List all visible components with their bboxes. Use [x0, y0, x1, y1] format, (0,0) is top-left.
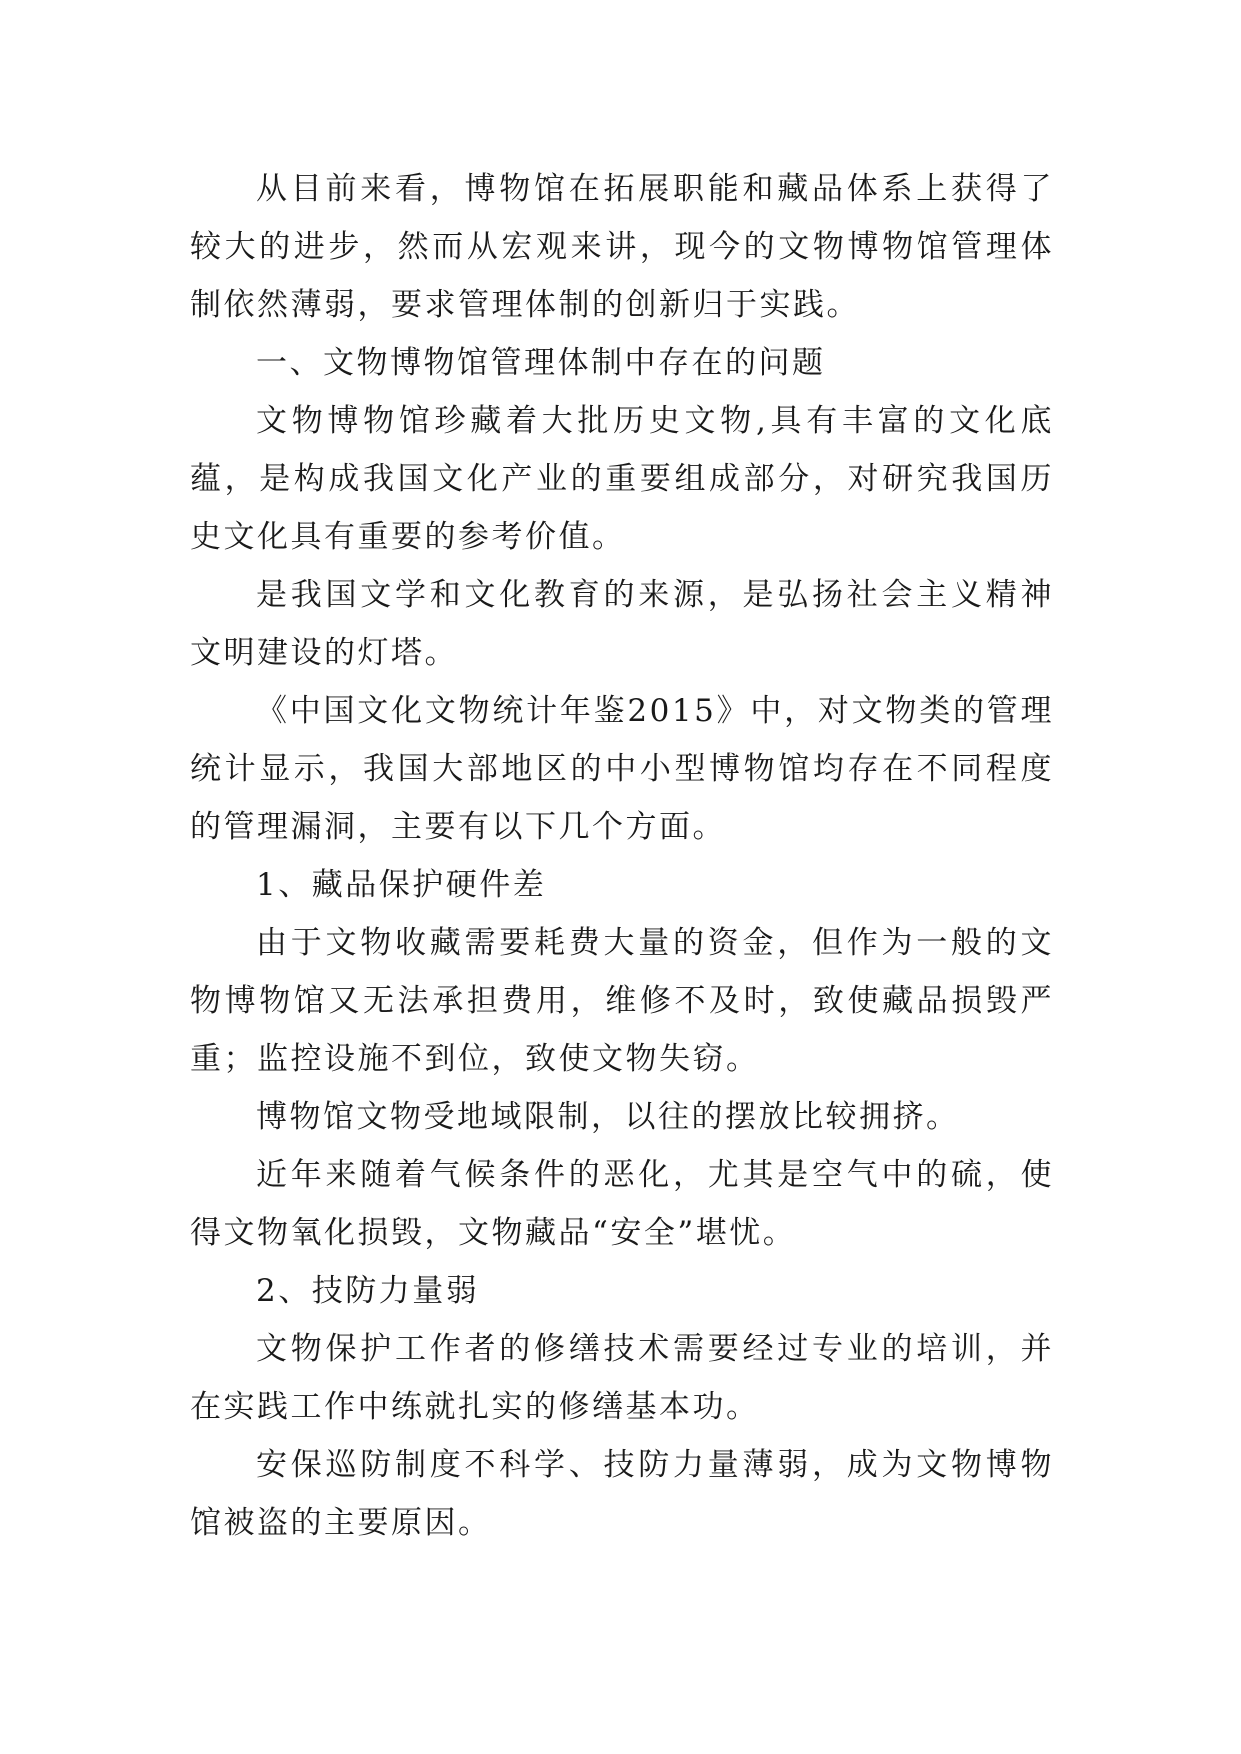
section-heading-problems: 一、文物博物馆管理体制中存在的问题: [256, 345, 826, 381]
document-body: [190, 160, 1054, 1552]
paragraph-yearbook: 《中国文化文物统计年鉴2015》中，对文物类的管理统计显示，我国大部地区的中小型博物馆均存在不同程度的管理漏洞，主要有以下几个方面。: [190, 693, 1054, 845]
paragraph-intro: 从目前来看，博物馆在拓展职能和藏品体系上获得了较大的进步，然而从宏观来讲，现今的文物博物馆管理体制依然薄弱，要求管理体制的创新归于实践。: [190, 171, 1054, 323]
subheading-security: 2、技防力量弱: [256, 1273, 480, 1309]
paragraph-space: 博物馆文物受地域限制，以往的摆放比较拥挤。: [256, 1099, 960, 1135]
paragraph-collection: 文物博物馆珍藏着大批历史文物,具有丰富的文化底蕴，是构成我国文化产业的重要组成部分，对研究我国历史文化具有重要的参考价值。: [190, 403, 1054, 555]
paragraph-education: 是我国文学和文化教育的来源，是弘扬社会主义精神文明建设的灯塔。: [190, 577, 1054, 671]
paragraph-training: 文物保护工作者的修缮技术需要经过专业的培训，并在实践工作中练就扎实的修缮基本功。: [190, 1331, 1054, 1425]
subheading-hardware: 1、藏品保护硬件差: [256, 867, 547, 903]
paragraph-theft: 安保巡防制度不科学、技防力量薄弱，成为文物博物馆被盗的主要原因。: [190, 1447, 1054, 1541]
paragraph-climate: 近年来随着气候条件的恶化，尤其是空气中的硫，使得文物氧化损毁，文物藏品“安全”堪忧。: [190, 1157, 1054, 1251]
paragraph-funding: 由于文物收藏需要耗费大量的资金，但作为一般的文物博物馆又无法承担费用，维修不及时，致使藏品损毁严重；监控设施不到位，致使文物失窃。: [190, 925, 1054, 1077]
